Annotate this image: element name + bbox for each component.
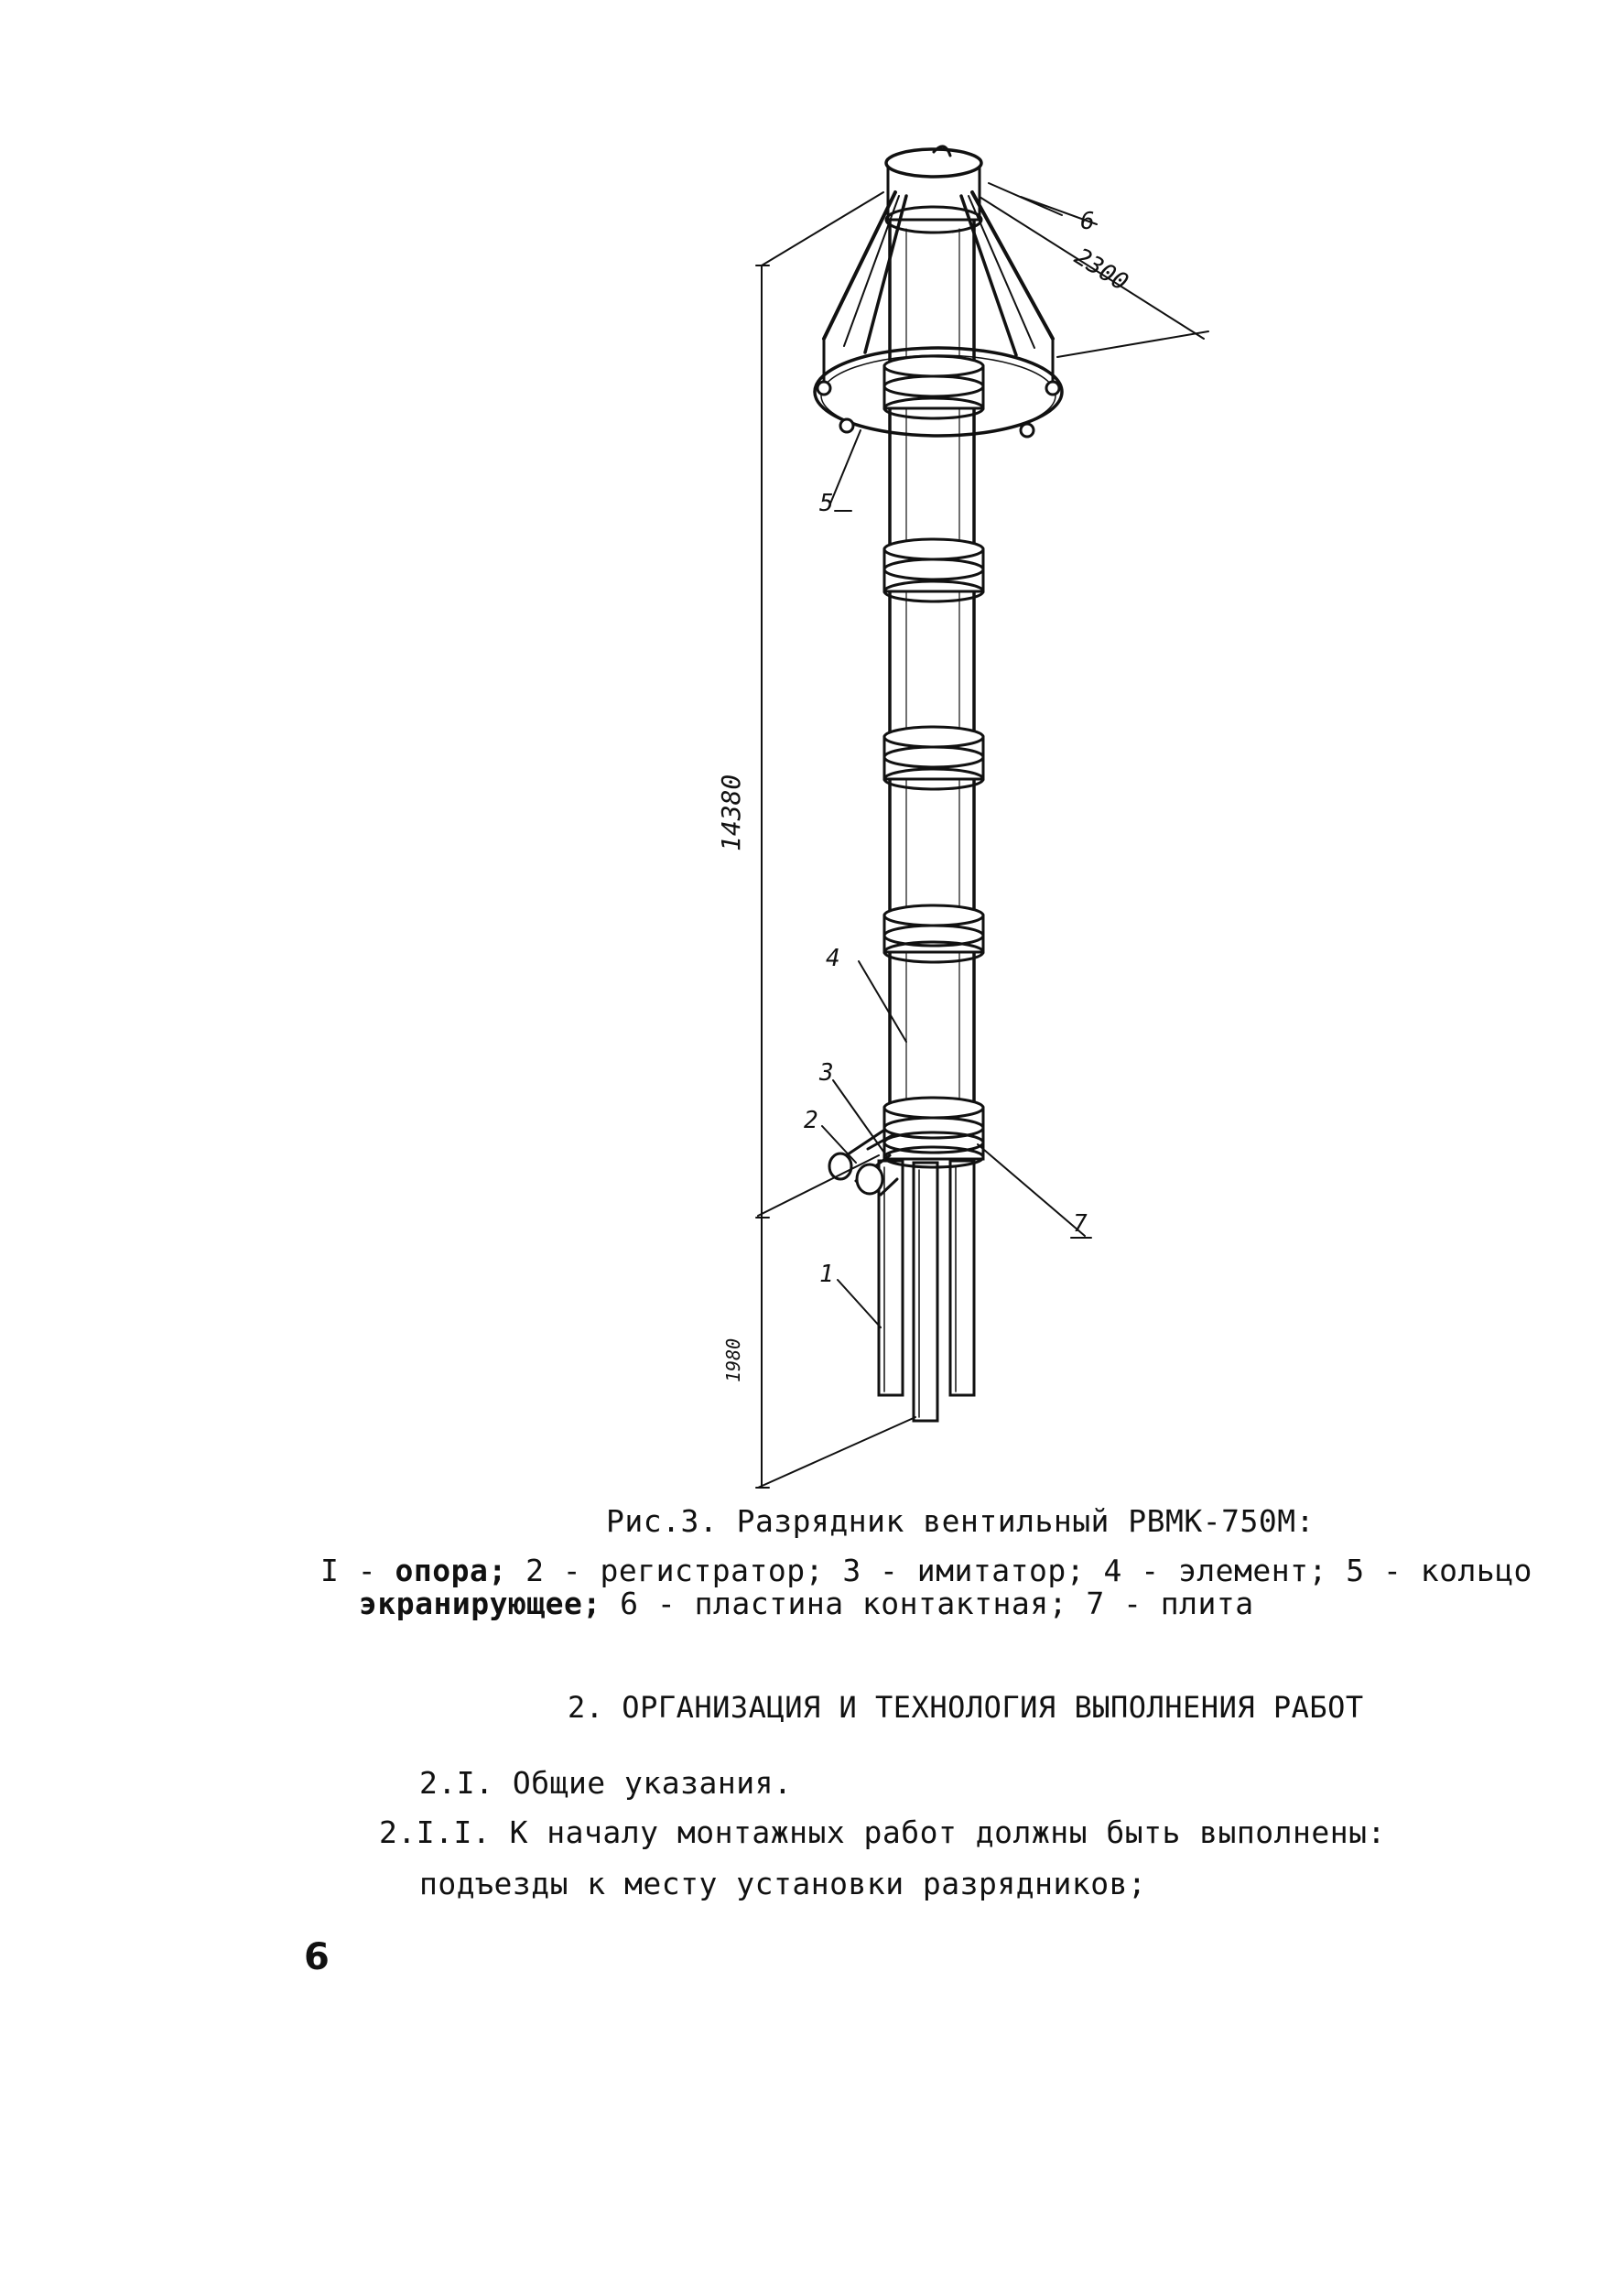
callout-1: 1 [819,1261,834,1288]
callout-4: 4 [826,945,840,972]
section-title: 2. ОРГАНИЗАЦИЯ И ТЕХНОЛОГИЯ ВЫПОЛНЕНИЯ РАБОТ [568,1690,1364,1725]
paragraph-2: подъезды к месту установки разрядников; [419,1866,1147,1901]
figure-caption-line-2 [359,1586,1254,1622]
caption-item-rest: 2 - регистратор; 3 - имитатор; 4 - элемент; 5 - кольцо [506,1553,1532,1588]
caption-item-rest-2: 6 - пластина контактная; 7 - плита [601,1586,1254,1621]
page-number: 6 [304,1936,330,1978]
caption-item-bold-2: экранирующее; [359,1586,601,1621]
base-plate [884,1098,983,1167]
caption-item-bold: опора; [395,1553,507,1588]
paragraph-1: 2.I.I. К началу монтажных работ должны быть выполнены: [379,1814,1386,1850]
section-subtitle: 2.I. Общие указания. [419,1765,793,1801]
figure-caption-title: Рис.3. Разрядник вентильный РВМК-750М: [606,1503,1315,1539]
callout-7: 7 [1073,1210,1088,1238]
callout-5: 5 [819,490,834,517]
flange-rings [884,356,983,962]
support-legs [879,1161,974,1421]
callout-3: 3 [819,1059,834,1087]
dimension-base: 1980 [722,1338,744,1382]
dimension-height: 14380 [716,774,746,851]
callout-2: 2 [804,1107,818,1134]
figure-caption-line-1 [320,1553,1532,1589]
dimension-top: 2300 [1069,243,1133,298]
callout-6: 6 [1080,208,1095,235]
caption-item-start: I - [320,1553,395,1588]
